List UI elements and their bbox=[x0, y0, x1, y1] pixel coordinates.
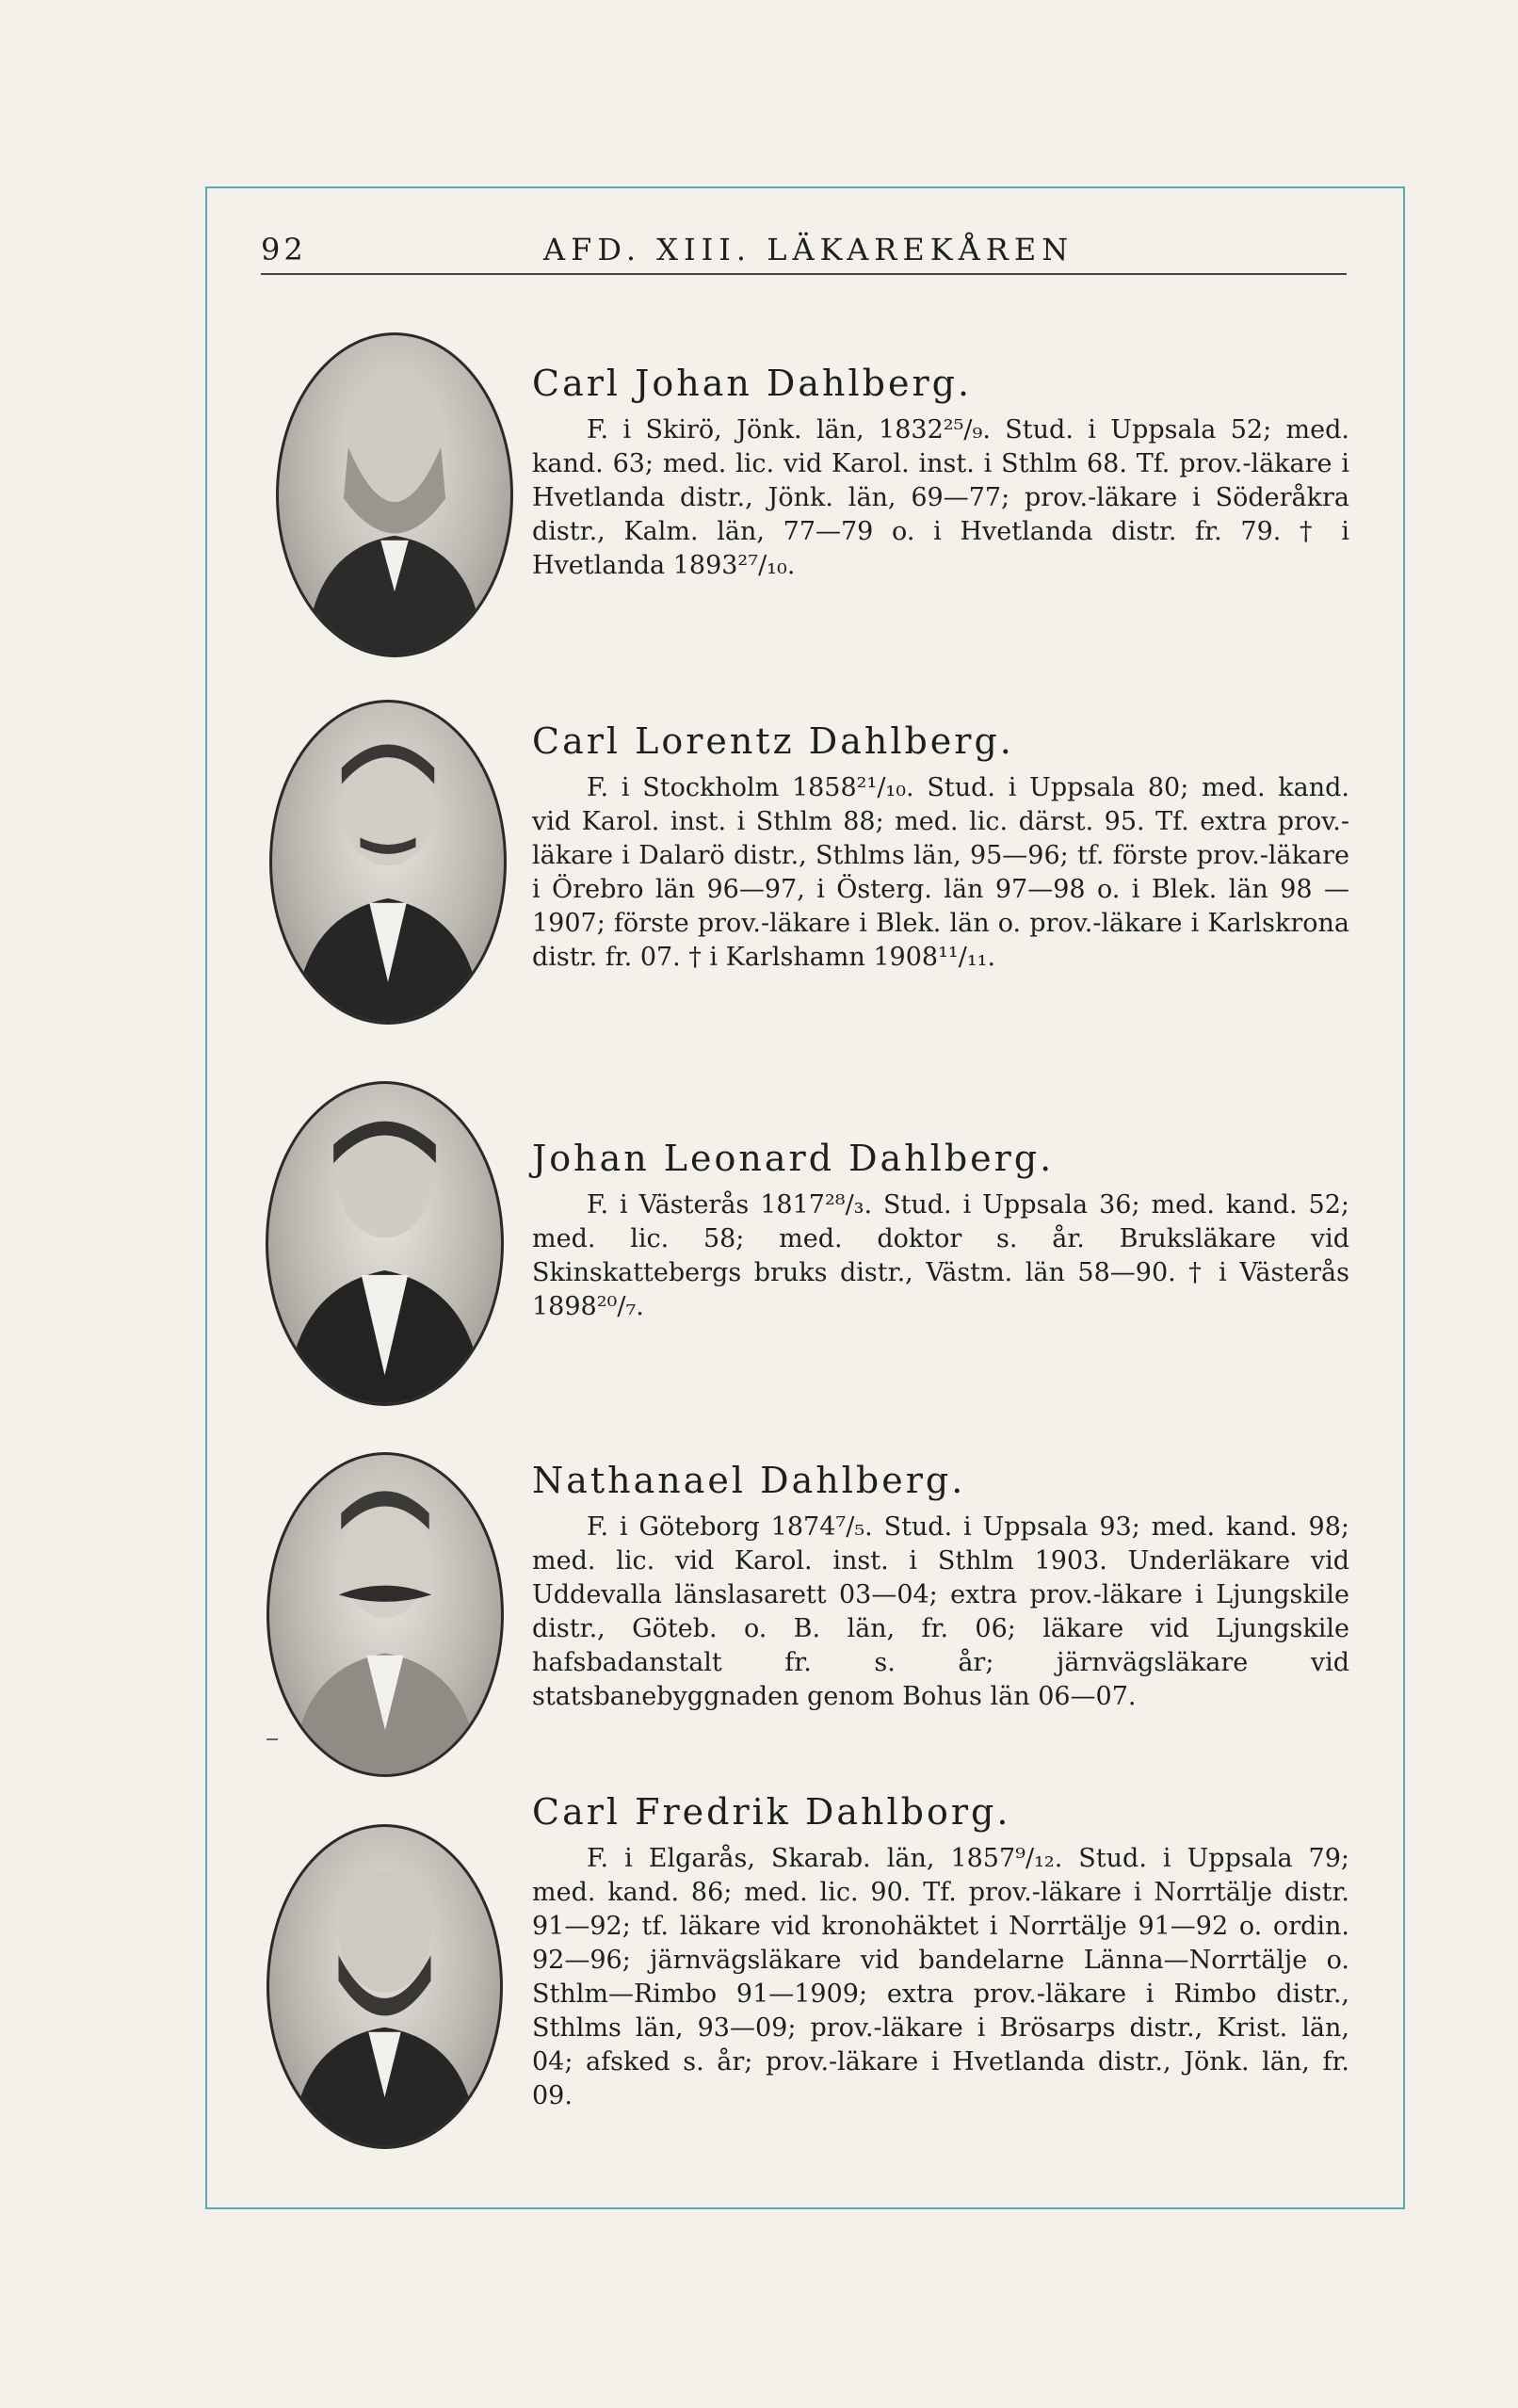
entry-carl-fredrik-dahlborg bbox=[532, 1791, 1349, 2113]
entry-name: Carl Lorentz Dahlberg. bbox=[532, 720, 1014, 762]
entry-carl-johan-dahlberg bbox=[532, 363, 1349, 583]
section-title: AFD. XIII. LÄKAREKÅREN bbox=[543, 232, 1074, 267]
entry-johan-leonard-dahlberg bbox=[532, 1138, 1349, 1324]
entry-name: Johan Leonard Dahlberg. bbox=[532, 1138, 1055, 1179]
portrait-carl-johan-dahlberg bbox=[276, 332, 513, 657]
portrait-carl-fredrik-dahlborg bbox=[266, 1824, 503, 2149]
portrait-johan-leonard-dahlberg bbox=[266, 1081, 504, 1406]
portrait-carl-lorentz-dahlberg bbox=[269, 700, 507, 1025]
entry-carl-lorentz-dahlberg bbox=[532, 720, 1349, 975]
portrait-nathanael-dahlberg bbox=[266, 1452, 504, 1777]
entry-bio: F. i Göteborg 1874⁷/₅. Stud. i Uppsala 93; med. kand. 98; med. lic. vid Karol. inst. i Sthlm 1903. Underläkare vid Uddevalla länslasarett 03—04; extra prov.-läkare i Ljungskile distr., Göteb. o. B. län, fr. 06; läkare vid Ljungskile hafsbadanstalt fr. s. år; järnvägsläkare vid statsbanebyggnaden genom Bohus län 06—07. bbox=[532, 1512, 1349, 1711]
entry-bio: F. i Stockholm 1858²¹/₁₀. Stud. i Uppsala 80; med. kand. vid Karol. inst. i Sthlm 88; med. lic. därst. 95. Tf. extra prov.-läkare i Dalarö distr., Sthlms län, 95—96; tf. förste prov.-läkare i Örebro län 96—97, i Österg. län 97—98 o. i Blek. län 98 —1907; förste prov.-läkare i Blek. län o. prov.-läkare i Karlskrona distr. fr. 07. † i Karlshamn 1908¹¹/₁₁. bbox=[532, 773, 1349, 972]
entry-name: Carl Johan Dahlberg. bbox=[532, 363, 973, 404]
entry-bio: F. i Skirö, Jönk. län, 1832²⁵/₉. Stud. i Uppsala 52; med. kand. 63; med. lic. vid Karol. inst. i Sthlm 68. Tf. prov.-läkare i Hvetlanda distr., Jönk. län, 69—77; prov.-läkare i Söderåkra distr., Kalm. län, 77—79 o. i Hvetlanda distr. fr. 79. † i Hvetlanda 1893²⁷/₁₀. bbox=[532, 415, 1349, 580]
page-number: 92 bbox=[261, 232, 307, 267]
entry-nathanael-dahlberg bbox=[532, 1460, 1349, 1714]
scratch-mark bbox=[266, 1738, 278, 1740]
entry-name: Carl Fredrik Dahlborg. bbox=[532, 1791, 1011, 1833]
page-header bbox=[261, 224, 1347, 275]
entry-name: Nathanael Dahlberg. bbox=[532, 1460, 966, 1501]
entry-bio: F. i Västerås 1817²⁸/₃. Stud. i Uppsala 36; med. kand. 52; med. lic. 58; med. doktor s. år. Bruksläkare vid Skinskattebergs bruks distr., Västm. län 58—90. † i Västerås 1898²⁰/₇. bbox=[532, 1190, 1349, 1321]
entry-bio: F. i Elgarås, Skarab. län, 1857⁹/₁₂. Stud. i Uppsala 79; med. kand. 86; med. lic. 90. Tf. prov.-läkare i Norrtälje distr. 91—92; tf. läkare vid kronohäktet i Norrtälje 91—92 o. ordin. 92—96; järnvägsläkare vid bandelarne Länna—Norrtälje o. Sthlm—Rimbo 91—1909; extra prov.-läkare i Rimbo distr., Sthlms län, 93—09; prov.-läkare i Brösarps distr., Krist. län, 04; afsked s. år; prov.-läkare i Hvetlanda distr., Jönk. län, fr. 09. bbox=[532, 1844, 1349, 2110]
